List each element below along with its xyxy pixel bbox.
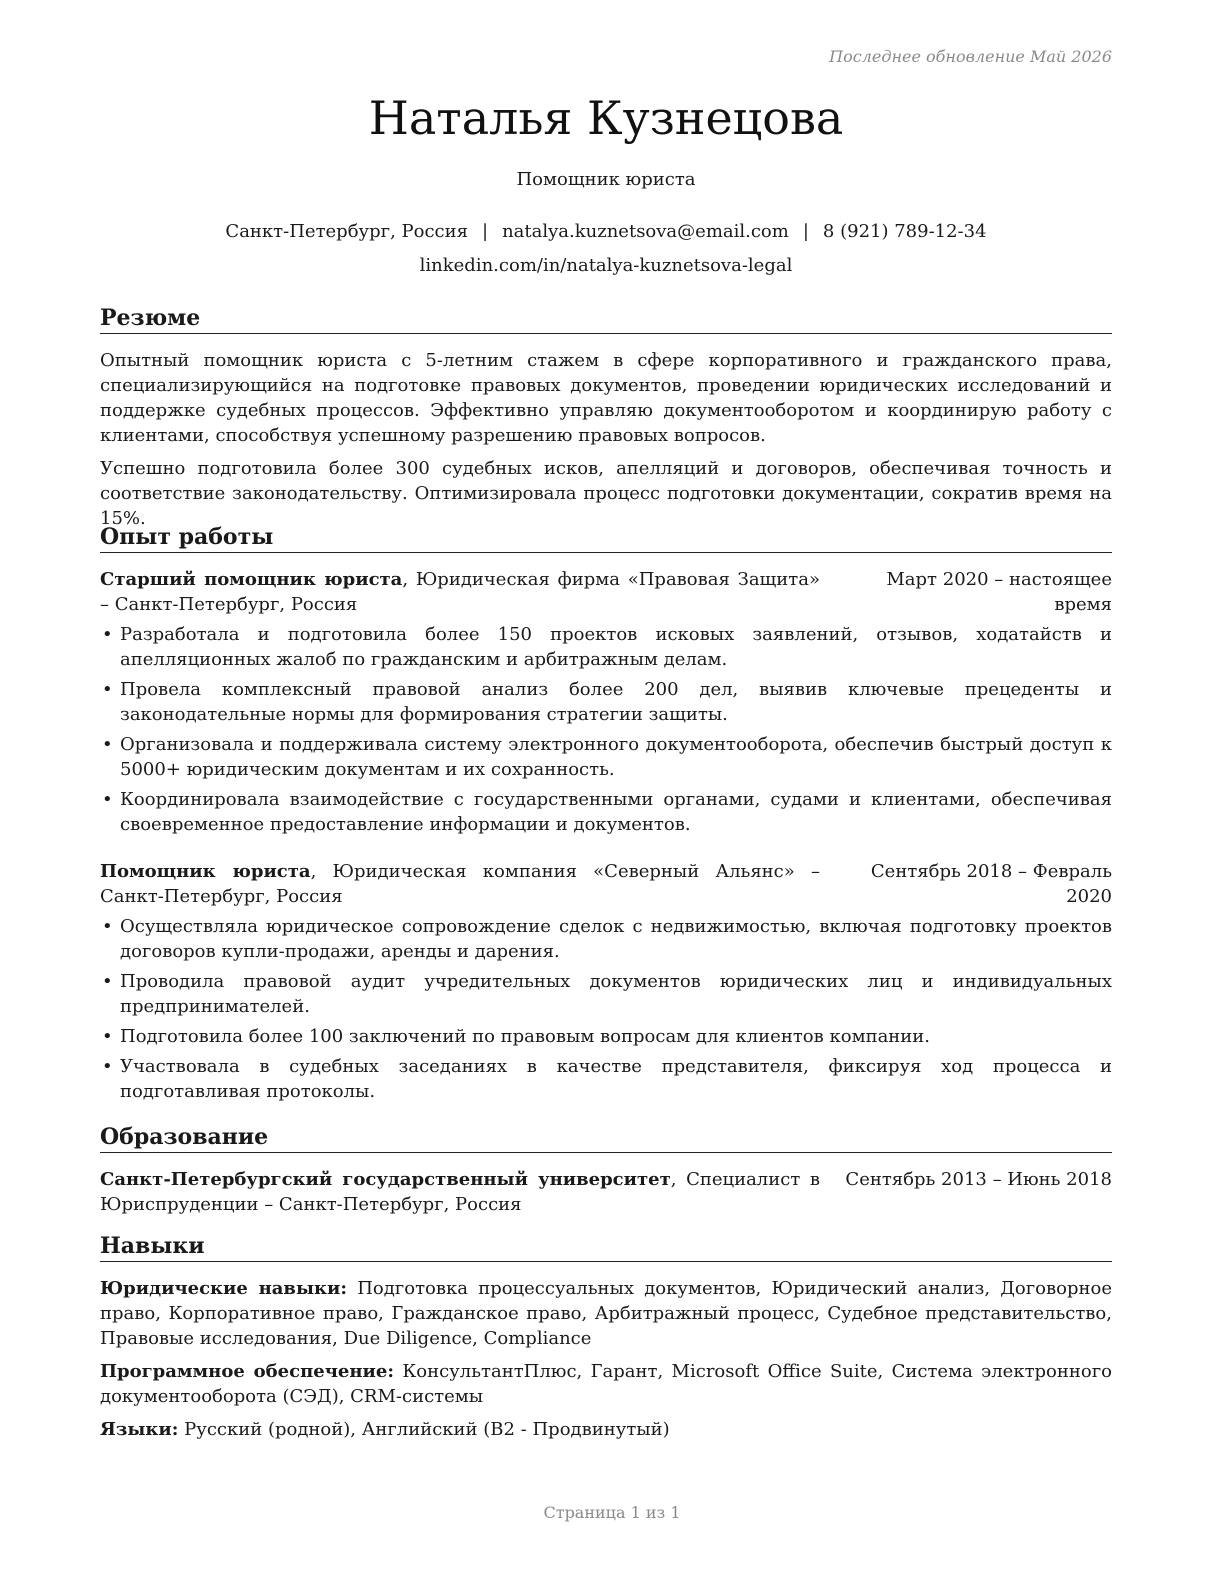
email-link[interactable]: natalya.kuznetsova@email.com bbox=[502, 221, 789, 242]
job-bullets bbox=[100, 914, 1112, 1104]
skill-value: КонсультантПлюс, Гарант, Microsoft Office Suite, Система электронного документооборота (СЭД), CRM-системы bbox=[100, 1361, 1112, 1407]
education-info bbox=[100, 1167, 820, 1217]
skill-value: Русский (родной), Английский (B2 - Продвинутый) bbox=[178, 1419, 670, 1440]
summary-paragraph: Опытный помощник юриста с 5-летним стажем в сфере корпоративного и гражданского права, специализирующийся на подготовке правовых документов, проведении юридических исследований и поддержке судебных процессов. Эффективно управляю документооборотом и координирую работу с клиентами, способствуя успешному разрешению правовых вопросов. bbox=[100, 350, 1112, 446]
skill-value: Подготовка процессуальных документов, Юридический анализ, Договорное право, Корпоративное право, Гражданское право, Арбитражный процесс, Судебное представительство, Правовые исследования, Due Diligence, Compliance bbox=[100, 1278, 1112, 1349]
bullet-item: • Подготовила более 100 заключений по правовым вопросам для клиентов компании. bbox=[100, 1024, 1112, 1049]
job-title: Помощник юриста bbox=[516, 169, 696, 190]
skill-item bbox=[100, 1276, 1112, 1351]
job-dates: Сентябрь 2018 – Февраль 2020 bbox=[870, 861, 1112, 907]
contact-line bbox=[100, 219, 1112, 244]
location: Санкт-Петербург, Россия bbox=[225, 221, 468, 242]
bullet-item: • Провела комплексный правовой анализ более 200 дел, выявив ключевые прецеденты и законодательные нормы для формирования стратегии защиты. bbox=[100, 677, 1112, 727]
education-details: , Специалист в Юриспруденции – Санкт-Петербург, Россия bbox=[100, 1169, 821, 1215]
skills-section bbox=[100, 1232, 1112, 1450]
linkedin-link[interactable]: linkedin.com/in/natalya-kuznetsova-legal bbox=[419, 255, 793, 276]
job-position: Старший помощник юриста bbox=[100, 569, 403, 590]
experience-section bbox=[100, 523, 1112, 1109]
skill-label: Языки: bbox=[100, 1419, 179, 1440]
job-dates: Март 2020 – настоящее время bbox=[886, 569, 1112, 615]
skill-item bbox=[100, 1359, 1112, 1409]
section-title: Образование bbox=[100, 1123, 1112, 1153]
job-info bbox=[100, 859, 820, 909]
skill-label: Юридические навыки: bbox=[100, 1278, 347, 1299]
bullet-item: • Участвовала в судебных заседаниях в качестве представителя, фиксируя ход процесса и подготавливая протоколы. bbox=[100, 1054, 1112, 1104]
skill-label: Программное обеспечение: bbox=[100, 1361, 394, 1382]
job-details: , Юридическая фирма «Правовая Защита» – Санкт-Петербург, Россия bbox=[100, 569, 820, 615]
job-entry bbox=[100, 567, 1112, 837]
job-info bbox=[100, 567, 820, 617]
skill-item bbox=[100, 1417, 1112, 1442]
candidate-name: Наталья Кузнецова bbox=[368, 91, 844, 145]
education-entry bbox=[100, 1167, 1112, 1217]
page-number: Страница 1 из 1 bbox=[543, 1503, 681, 1522]
job-position: Помощник юриста bbox=[100, 861, 311, 882]
job-bullets bbox=[100, 622, 1112, 837]
bullet-item: • Координировала взаимодействие с государственными органами, судами и клиентами, обеспечивая своевременное предоставление информации и документов. bbox=[100, 787, 1112, 837]
bullet-item: • Разработала и подготовила более 150 проектов исковых заявлений, отзывов, ходатайств и апелляционных жалоб по гражданским и арбитражным делам. bbox=[100, 622, 1112, 672]
last-updated: Последнее обновление Май 2026 bbox=[829, 47, 1112, 66]
bullet-item: • Проводила правовой аудит учредительных документов юридических лиц и индивидуальных предпринимателей. bbox=[100, 969, 1112, 1019]
institution: Санкт-Петербургский государственный университет bbox=[100, 1169, 671, 1190]
phone: 8 (921) 789-12-34 bbox=[822, 221, 987, 242]
separator: | bbox=[802, 221, 809, 242]
bullet-item: • Осуществляла юридическое сопровождение сделок с недвижимостью, включая подготовку проектов договоров купли-продажи, аренды и дарения. bbox=[100, 914, 1112, 964]
job-header bbox=[100, 859, 1112, 909]
job-header bbox=[100, 567, 1112, 617]
education-section bbox=[100, 1123, 1112, 1222]
education-dates: Сентябрь 2013 – Июнь 2018 bbox=[845, 1169, 1112, 1190]
separator: | bbox=[481, 221, 489, 242]
section-title: Резюме bbox=[100, 304, 1112, 334]
summary-paragraph: Успешно подготовила более 300 судебных исков, апелляций и договоров, обеспечивая точность и соответствие законодательству. Оптимизировала процесс подготовки документации, сократив время на 15%. bbox=[100, 458, 1112, 529]
job-details: , Юридическая компания «Северный Альянс» – Санкт-Петербург, Россия bbox=[100, 861, 820, 907]
job-entry bbox=[100, 859, 1112, 1104]
section-title: Опыт работы bbox=[100, 523, 1112, 553]
section-title: Навыки bbox=[100, 1232, 1112, 1262]
bullet-item: • Организовала и поддерживала систему электронного документооборота, обеспечив быстрый доступ к 5000+ юридическим документам и их сохранность. bbox=[100, 732, 1112, 782]
summary-section bbox=[100, 304, 1112, 539]
